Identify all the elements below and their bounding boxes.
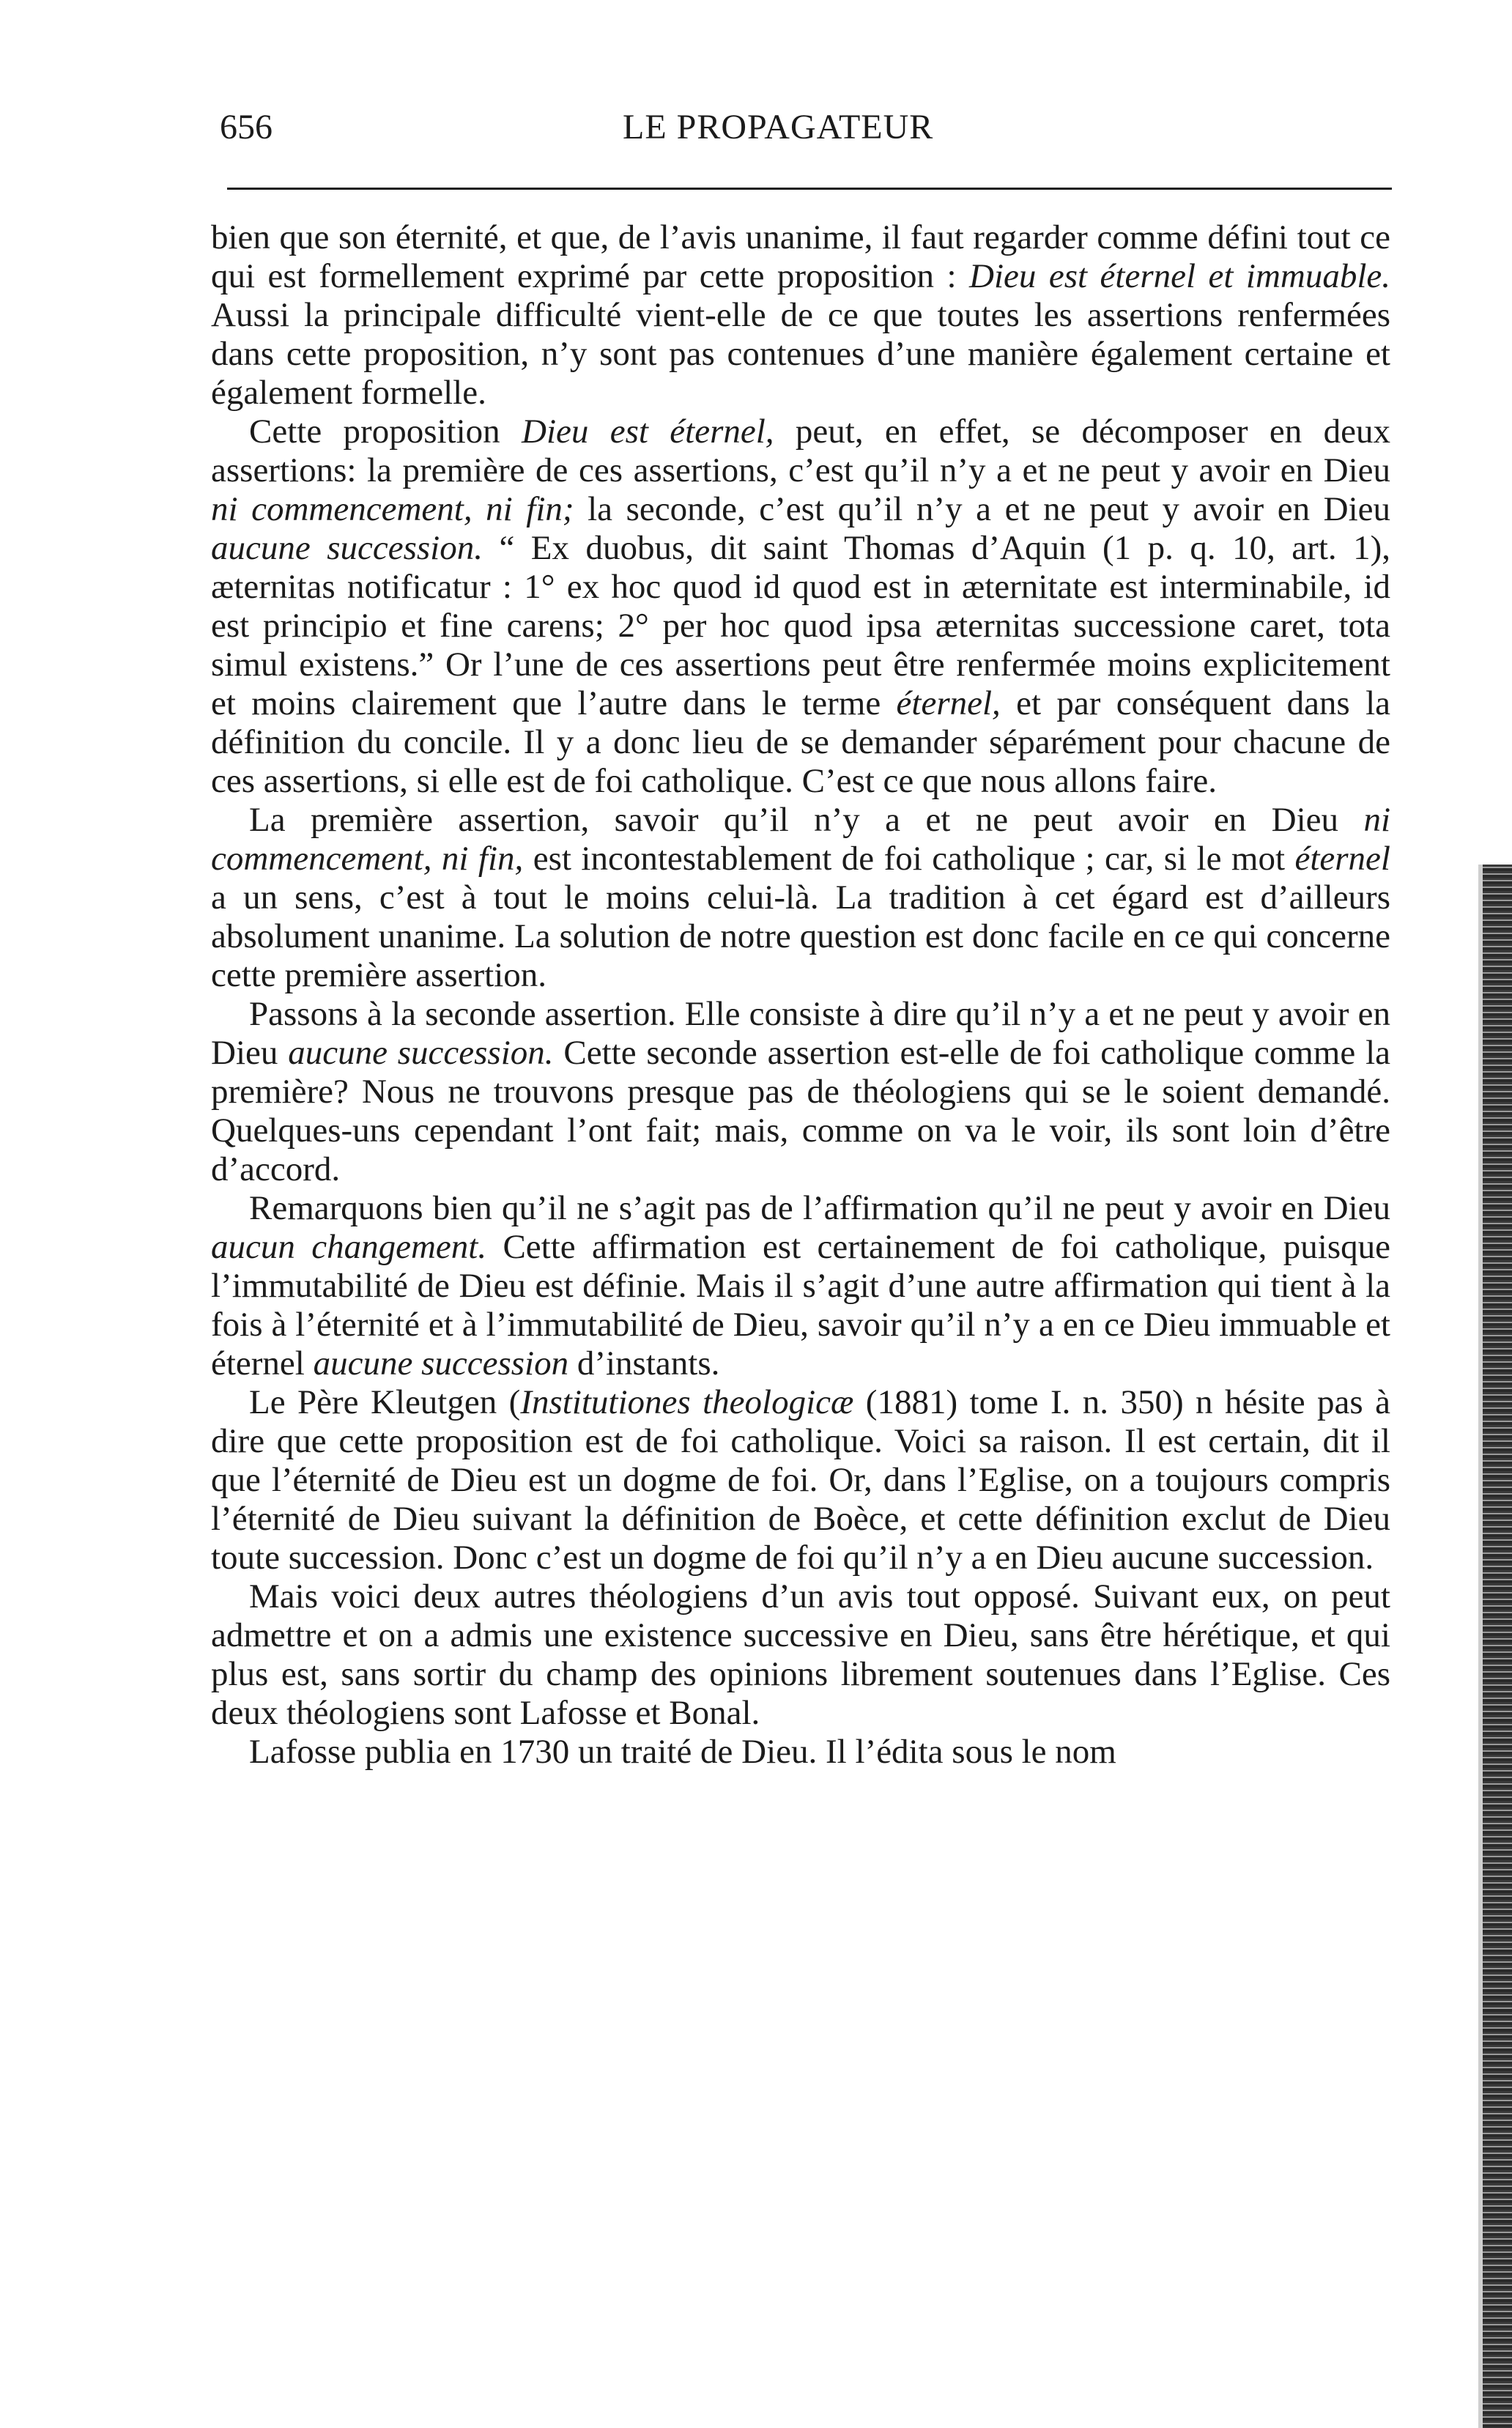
paragraph <box>211 1189 1390 1383</box>
italic-text-segment: Dieu est éternel, <box>522 412 774 451</box>
text-segment: peut, en effet, se décomposer en deux assertions: la première de ces assertions, c’est qu’il n’y a et ne peut y avoir en Dieu <box>211 412 1391 489</box>
text-segment: Passons à la seconde assertion. Elle consiste à dire qu’il n’y a et ne peut y avoir en Dieu <box>211 995 1390 1072</box>
paragraph <box>211 1383 1390 1577</box>
italic-text-segment: Dieu est éternel et immuable. <box>969 257 1390 295</box>
italic-text-segment: éternel <box>1294 840 1390 878</box>
header-rule <box>227 188 1392 190</box>
page-edge-scan-artifact <box>1483 865 1512 2428</box>
text-segment: Cette proposition <box>249 412 522 451</box>
running-head <box>220 103 1392 161</box>
text-segment: Aussi la principale difficulté vient-elle de ce que toutes les assertions renfermées dans cette proposition, n’y sont pas contenues d’une manière également certaine et également formelle. <box>211 296 1390 412</box>
text-segment: bien que son éternité, et que, de l’avis unanime, il faut regarder comme défini tout ce qui est formellement exprimé par cette proposition : <box>211 218 1390 295</box>
running-title: LE PROPAGATEUR <box>623 108 934 147</box>
text-segment: Cette affirmation est certainement de foi catholique, puisque l’immutabilité de Dieu est définie. Mais il s’agit d’une autre affirmation qui tient à la fois à l’éternité et à l’immutabilité de Dieu, savoir qu’il n’y a en ce Dieu immuable et éternel <box>211 1228 1390 1383</box>
text-segment: est incontestablement de foi catholique ; car, si le mot <box>523 840 1295 878</box>
body-text <box>211 218 1390 1772</box>
italic-text-segment: aucune succession <box>313 1344 569 1383</box>
paragraph <box>211 218 1390 412</box>
text-segment: et par conséquent dans la définition du concile. Il y a donc lieu de se demander séparément pour chacune de ces assertions, si elle est de foi catholique. C’est ce que nous allons faire. <box>211 684 1390 800</box>
text-segment: Le Père Kleutgen ( <box>249 1383 521 1421</box>
italic-text-segment: ni commencement, ni fin, <box>211 801 1390 878</box>
text-segment: La première assertion, savoir qu’il n’y a et ne peut avoir en Dieu <box>249 801 1364 839</box>
italic-text-segment: éternel, <box>896 684 1001 722</box>
page-number: 656 <box>220 108 273 147</box>
paragraph <box>211 995 1390 1189</box>
text-segment: la seconde, c’est qu’il n’y a et ne peut y avoir en Dieu <box>574 490 1390 528</box>
italic-text-segment: aucune succession. <box>211 529 483 567</box>
paragraph <box>211 412 1390 801</box>
italic-text-segment: ni commencement, ni fin; <box>211 490 574 528</box>
italic-text-segment: aucun changement. <box>211 1228 487 1266</box>
text-segment: Remarquons bien qu’il ne s’agit pas de l’affirmation qu’il ne peut y avoir en Dieu <box>249 1189 1390 1227</box>
text-segment: Mais voici deux autres théologiens d’un avis tout opposé. Suivant eux, on peut admettre et on a admis une existence successive en Dieu, sans être hérétique, et qui plus est, sans sortir du champ des opinions librement soutenues dans l’Eglise. Ces deux théologiens sont Lafosse et Bonal. <box>211 1577 1390 1732</box>
text-segment: Lafosse publia en 1730 un traité de Dieu. Il l’édita sous le nom <box>249 1733 1116 1771</box>
paragraph <box>211 1577 1390 1733</box>
text-segment: (1881) tome I. n. 350) n hésite pas à dire que cette proposition est de foi catholique. Voici sa raison. Il est certain, dit il que l’éternité de Dieu est un dogme de foi. Or, dans l’Eglise, on a toujours compris l’éternité de Dieu suivant la définition de Boèce, et cette définition exclut de Dieu toute succession. Donc c’est un dogme de foi qu’il n’y a en Dieu aucune succession. <box>211 1383 1390 1577</box>
text-segment: Cette seconde assertion est-elle de foi catholique comme la première? Nous ne trouvons presque pas de théologiens qui se le soient demandé. Quelques-uns cependant l’ont fait; mais, comme on va le voir, ils sont loin d’être d’accord. <box>211 1034 1390 1188</box>
italic-text-segment: aucune succession. <box>288 1034 554 1072</box>
paragraph <box>211 801 1390 995</box>
text-segment: d’instants. <box>568 1344 720 1383</box>
text-segment: a un sens, c’est à tout le moins celui-là. La tradition à cet égard est d’ailleurs absolument unanime. La solution de notre question est donc facile en ce qui concerne cette première assertion. <box>211 878 1390 994</box>
text-segment: “ Ex duobus, dit saint Thomas d’Aquin (1 p. q. 10, art. 1), æternitas notificatur : 1° ex hoc quod id quod est in æternitate est interminabile, id est principio et fine carens; 2° per hoc quod ipsa æternitas successione caret, tota simul existens.” Or l’une de ces assertions peut être renfermée moins explicitement et moins clairement que l’autre dans le terme <box>211 529 1391 722</box>
italic-text-segment: Institutiones theologicæ <box>520 1383 854 1421</box>
paragraph <box>211 1733 1390 1772</box>
